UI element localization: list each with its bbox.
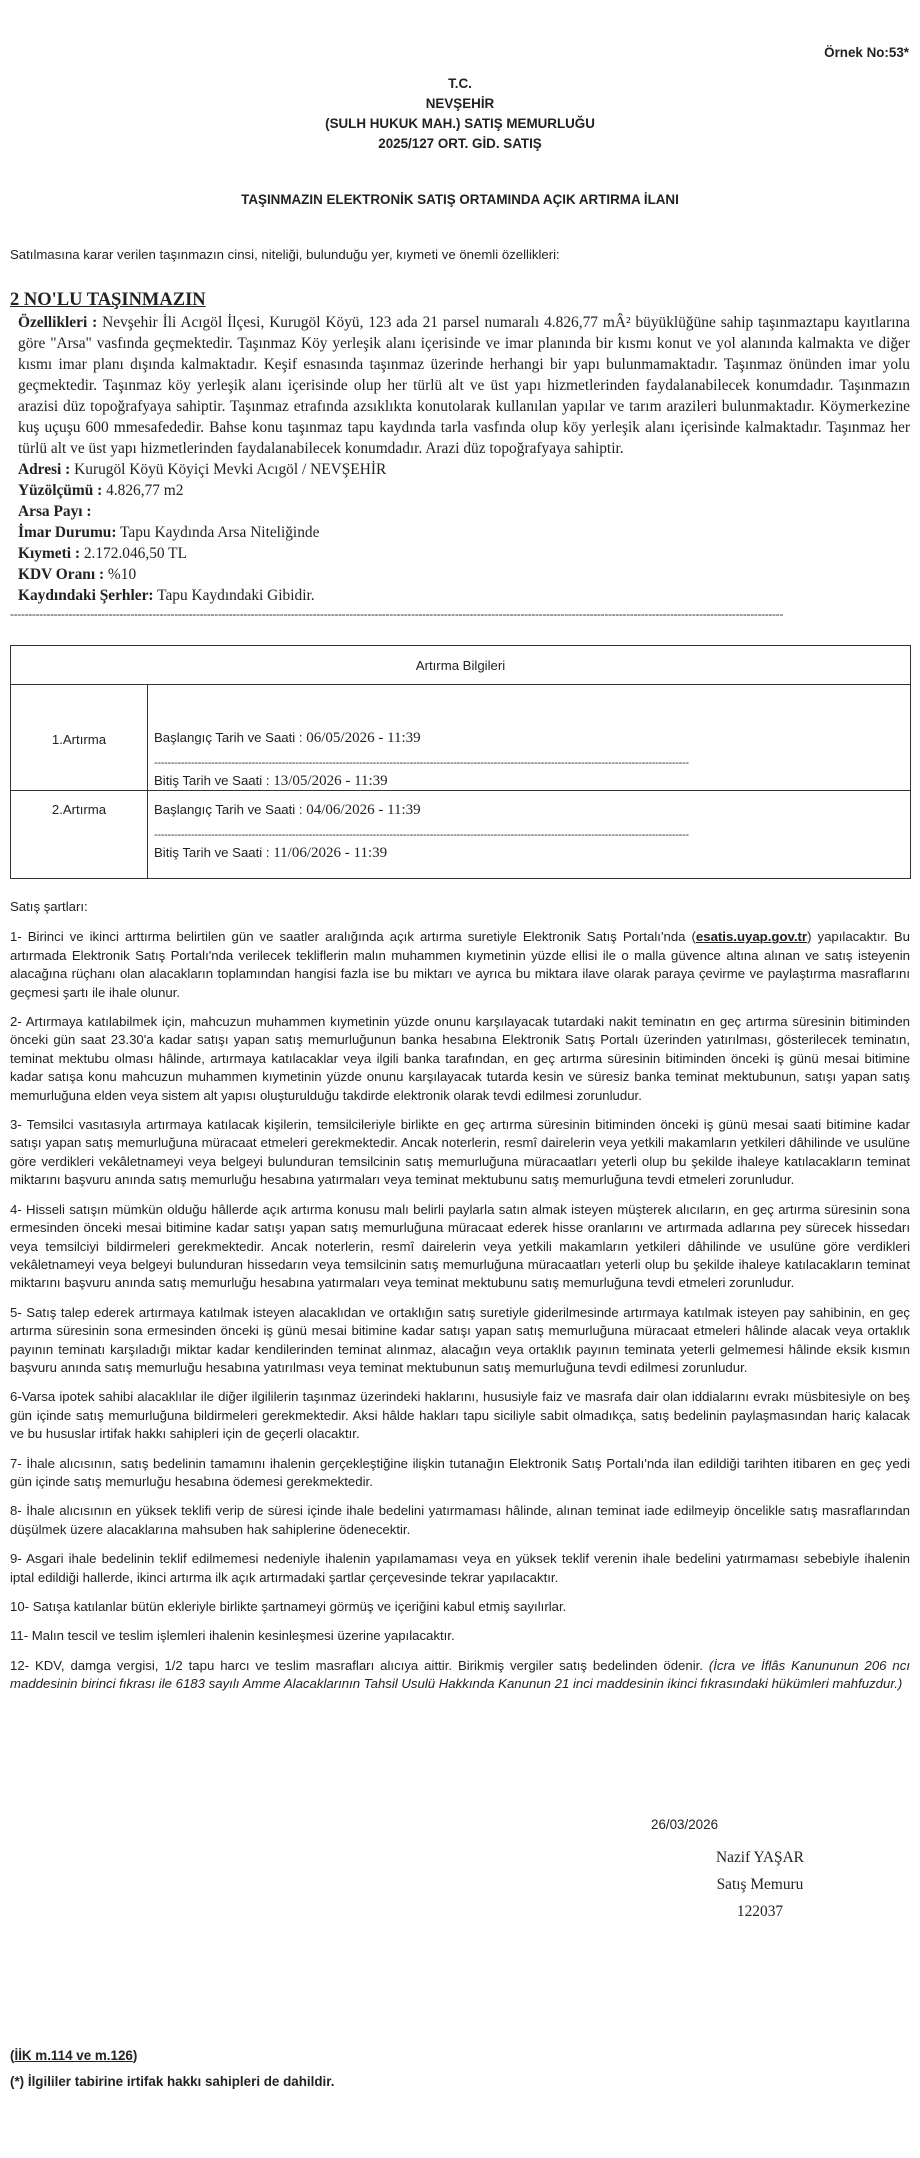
land-share-line: [18, 501, 910, 522]
condition-1-text-end: ) yapılacaktır. Bu artırmada Elektronik Satış Portalı'nda verilecek tekliflerin malın muhammen kıymetinin yüzde ellisi ile o malla güvence altına alınan ve satış isteyenin alacağına rüçhanı olan alacakların toplamından hangisi fazla ise bu miktarı ve ayrıca bu miktara ilave olarak paraya çevirme ve paylaştırma masraflarını geçmesi şartı ile ihale olunur.: [10, 929, 910, 1000]
auction-dates: [148, 791, 911, 879]
signer-name: Nazif YAŞAR: [716, 1849, 804, 1866]
row-divider: ---------------------------------------------------------------------------------------------------------------------------------------------------------------: [154, 829, 689, 841]
value-line: [18, 543, 910, 564]
signer-number: 122037: [736, 1903, 784, 1920]
vat-value: %10: [104, 566, 137, 583]
footnote: (*) İlgililer tabirine irtifak hakkı sahipleri de dahildir.: [10, 2074, 335, 2089]
conditions-title: Satış şartları:: [10, 899, 88, 914]
signature-block: [660, 1844, 860, 1925]
auction-start: [154, 801, 904, 819]
land-share-label: Arsa Payı :: [18, 503, 92, 520]
table-row: [11, 791, 911, 879]
condition-2: 2- Artırmaya katılabilmek için, mahcuzun muhammen kıymetinin yüzde onunu karşılayacak tutardaki nakit teminatın en geç artırma süresinin bitiminden önceki gün saat 23.30'a kadar satışı yapan satış memurluğunun banka hesabına Elektronik Satış Portalı üzerinden yatırılması, gösterilecek teminatın, teminat mektubu olması hâlinde, artırmaya katılacaklar veya ilgili banka tarafından, en geç artırma süresinin bitiminden önceki iş günü mesai bitimine kadar satışa konu mahcuzun muhammen kıymetinin yüzde onunu karşılayacak tutarda kesin ve süresiz banka teminat mektubunun, satışı yapan satış memurluğuna elden veya sistem alt yapısı oluşturulduğu takdirde elektronik olarak tevdi edilmesi zorunludur.: [10, 1014, 910, 1103]
value-label: Kıymeti :: [18, 545, 80, 562]
ref-open: (: [10, 2048, 15, 2063]
auction-name: 2.Artırma: [11, 791, 148, 879]
auction-dates: [148, 685, 911, 791]
end-label: Bitiş Tarih ve Saati :: [154, 845, 274, 860]
start-label: Başlangıç Tarih ve Saati :: [154, 730, 307, 745]
property-details: [10, 312, 910, 606]
auction-start: [154, 729, 904, 747]
condition-12-italic: (İcra ve İflâs Kanununun 206 ncı maddesinin birinci fıkrası ile 6183 sayılı Amme Alacaklarının Tahsil Usulü Hakkında Kanunun 21 inci maddesinin ikinci fıkrasındaki hükümleri mahfuzdur.): [10, 1657, 910, 1692]
condition-11: 11- Malın tescil ve teslim işlemleri ihalenin kesinleşmesi üzerine yapılacaktır.: [10, 1628, 455, 1644]
intro-text: Satılmasına karar verilen taşınmazın cinsi, niteliği, bulunduğu yer, kıymeti ve önemli özellikleri:: [10, 247, 560, 262]
area-line: [18, 480, 910, 501]
auction-table-title: Artırma Bilgileri: [11, 646, 911, 685]
condition-5: 5- Satış talep ederek artırmaya katılmak isteyen alacaklıdan ve ortaklığın satış suretiyle giderilmesinde artırmaya katılmak isteyen pay sahibinin, en geç artırma süresinin sona ermesinden önceki iş günü mesai bitimine kadar satışı yapan satış memurluğuna müracaat etmeleri hâlinde alacak veya ortaklık payının teminatı karşıladığı miktar kadar kendilerinden teminat alınmaz, alacağın veya ortaklık payının teminata yeterli gelmemesi hâlinde eksik kısmın başvuru anında satış memurluğu hesabına yatırılması veya teminat mektubunun satış memurluğuna tevdi edilmesi zorunludur.: [10, 1304, 910, 1375]
signer-title: Satış Memuru: [716, 1876, 804, 1893]
auction-end: [154, 772, 904, 790]
announcement-title: TAŞINMAZIN ELEKTRONİK SATIŞ ORTAMINDA AÇIK ARTIRMA İLANI: [241, 192, 679, 207]
ornek-number: Örnek No:53*: [824, 45, 909, 60]
condition-7: 7- İhale alıcısının, satış bedelinin tamamını ihalenin gerçekleştiğine ilişkin tutanağın Elektronik Satış Portalı'nda ilan edildiği tarihten itibaren en geç yedi gün içinde satış memurluğu hesabına ödemesi gerekmektedir.: [10, 1455, 910, 1489]
annotations-line: [18, 585, 910, 606]
auction-end: [154, 844, 904, 862]
vat-label: KDV Oranı :: [18, 566, 105, 583]
property-description: [18, 312, 910, 459]
section-divider: --------------------------------------------------------------------------------------------------------------------------------------------------------------------------------------------------------------------: [10, 607, 783, 621]
document-header: [0, 74, 920, 154]
start-value: 06/05/2026 - 11:39: [306, 730, 421, 746]
start-value: 04/06/2026 - 11:39: [306, 802, 421, 818]
auction-table: [10, 645, 911, 879]
header-city: NEVŞEHİR: [425, 96, 495, 111]
condition-3: 3- Temsilci vasıtasıyla artırmaya katılacak kişilerin, temsilcileriyle birlikte en geç artırma süresinin bitiminden önceki iş günü mesai saati bitimine kadar satışı yapan satış memurluğuna müracaat etmeleri gerekmektedir. Ancak noterlerin, resmî dairelerin veya yetkili makamların yetkileri dâhilinde ve usulüne göre verdikleri vekâletnameyi veya belgeyi bulunduran temsilcinin satış memurluğuna müracaatları yeterli olup bu şekilde ihaleye katılacakların teminat miktarını başvuru anında satış memurluğu hesabına yatırmaları veya teminat mektubunu satış memurluğuna tevdi etmeleri zorunludur.: [10, 1117, 910, 1188]
condition-12-text: 12- KDV, damga vergisi, 1/2 tapu harcı ve teslim masrafları alıcıya aittir. Birikmiş vergiler satış bedelinden ödenir.: [10, 1657, 709, 1673]
condition-8: 8- İhale alıcısının en yüksek teklifi verip de süresi içinde ihale bedelini yatırmaması hâlinde, alınan teminat iade edilmeyip öncelikle satış masraflarından düşülmek üzere alacaklarına mahsuben hak sahiplerine ödenecektir.: [10, 1503, 910, 1537]
area-label: Yüzölçümü :: [18, 482, 103, 499]
features-text: Nevşehir İli Acıgöl İlçesi, Kurugöl Köyü, 123 ada 21 parsel numaralı 4.826,77 mÂ² büyüklüğüne sahip taşınmaztapu kayıtlarına göre "Arsa" vasfında geçmektedir. Taşınmaz Köy yerleşik alanı içerisinde ve imar planında bir kısmı konut ve yol alanında kalmakta ve diğer kısmı imar planı dışında kalmaktadır. Keşif esnasında taşınmaz üzerinde herhangi bir yapı bulunmamaktadır. Taşınmaz önünden imar yolu geçmektedir. Taşınmaz köy yerleşik alanı içerisinde olup her türlü alt ve üst yapı hizmetlerinden faydalanabilecek konumdadır. Taşınmazın arazisi düz topoğrafyaya sahiptir. Taşınmaz etrafında azsıklıkta konutolarak kullanılan yapılar ve tarım arazileri bulunmaktadır. Köymerkezine kuş uçuşu 600 mmesafededir. Bahse konu taşınmaz tapu kaydında tarla vasfında olup köy yerleşik alanı içerisinde kalmaktadır. Taşınmaz her türlü alt ve üst yapı hizmetlerinden faydalanabilecek konumdadır. Arazi düz topoğrafyaya sahiptir.: [18, 314, 910, 457]
vat-line: [18, 564, 910, 585]
features-label: Özellikleri :: [18, 314, 98, 331]
condition-12: [10, 1657, 910, 1694]
zoning-value: Tapu Kaydında Arsa Niteliğinde: [116, 524, 320, 541]
area-value: 4.826,77 m2: [102, 482, 184, 499]
start-label: Başlangıç Tarih ve Saati :: [154, 802, 307, 817]
value-amount: 2.172.046,50 TL: [79, 545, 187, 562]
table-row: [11, 685, 911, 791]
law-reference-link[interactable]: İİK m.114 ve m.126: [14, 2048, 133, 2063]
condition-1-text: 1- Birinci ve ikinci arttırma belirtilen gün ve saatler aralığında açık artırma suretiyle Elektronik Satış Portalı'nda (: [10, 929, 696, 945]
condition-10: 10- Satışa katılanlar bütün ekleriyle birlikte şartnameyi görmüş ve içeriğini kabul etmiş sayılırlar.: [10, 1599, 567, 1614]
end-value: 13/05/2026 - 11:39: [273, 773, 388, 789]
header-tc: T.C.: [448, 76, 472, 91]
end-label: Bitiş Tarih ve Saati :: [154, 773, 274, 788]
end-value: 11/06/2026 - 11:39: [273, 845, 388, 861]
document-date: 26/03/2026: [651, 1817, 719, 1832]
address-label: Adresi :: [18, 461, 71, 478]
auction-name: 1.Artırma: [11, 685, 148, 791]
ref-close: ): [132, 2048, 138, 2063]
condition-4: 4- Hisseli satışın mümkün olduğu hâllerde açık artırma konusu malı belirli paylarla satın almak isteyen müşterek alıcıların, en geç artırma süresinin sona ermesinden önceki mesai bitimine kadar satışı yapan satış memurluğuna müracaat ederek hisse oranlarını ve artırmada adlarına pey sürecek hissedarı veya temsilciyi bildirmeleri gerekmektedir. Ancak noterlerin, resmî dairelerin veya yetkili makamların yetkileri dâhilinde ve usulüne göre verdikleri vekâletnameyi veya belgeyi bulunduran hissedarın veya temsilcinin satış memurluğuna müracaatları yeterli olup bu şekilde ihaleye katılacakların teminat miktarını başvuru anında satış memurluğu hesabına yatırmaları veya teminat mektubunu satış memurluğuna tevdi etmeleri zorunludur.: [10, 1201, 910, 1291]
annotations-value: Tapu Kaydındaki Gibidir.: [153, 587, 315, 604]
annotations-label: Kaydındaki Şerhler:: [18, 587, 154, 604]
property-section: [10, 288, 910, 620]
property-title: 2 NO'LU TAŞINMAZIN: [10, 290, 206, 310]
condition-6: 6-Varsa ipotek sahibi alacaklılar ile diğer ilgililerin taşınmaz üzerindeki haklarını, hususiyle faiz ve masrafa dair olan iddialarını evrakı müsbitesiyle on beş gün içinde satış memurluğuna bildirmeleri gerekmektedir. Aksi hâlde hakları tapu siciliyle sabit olmadıkça, satış bedelinin paylaşmasından hariç kalacak ve bu hususlar irtifak hakkı sahipleri için de geçerli olacaktır.: [10, 1389, 910, 1442]
row-divider: ---------------------------------------------------------------------------------------------------------------------------------------------------------------: [154, 757, 689, 769]
sale-conditions: [10, 898, 910, 1705]
address-line: [18, 459, 910, 480]
condition-9: 9- Asgari ihale bedelinin teklif edilmemesi nedeniyle ihalenin yapılamaması veya en yüksek teklif verenin ihale bedelini yatırmaması sebebiyle ihalenin iptal edildiği hallerde, ikinci artırma ilk açık artırmadaki şartlar çerçevesinde tekrar yapılacaktır.: [10, 1551, 910, 1585]
address-value: Kurugöl Köyü Köyiçi Mevki Acıgöl / NEVŞEHİR: [70, 461, 387, 478]
zoning-label: İmar Durumu:: [18, 524, 117, 541]
law-reference: [10, 2048, 137, 2063]
esatis-link[interactable]: esatis.uyap.gov.tr: [695, 929, 808, 945]
header-office: (SULH HUKUK MAH.) SATIŞ MEMURLUĞU: [325, 116, 595, 131]
zoning-line: [18, 522, 910, 543]
condition-1: [10, 928, 910, 1002]
header-file-number: 2025/127 ORT. GİD. SATIŞ: [378, 136, 542, 151]
